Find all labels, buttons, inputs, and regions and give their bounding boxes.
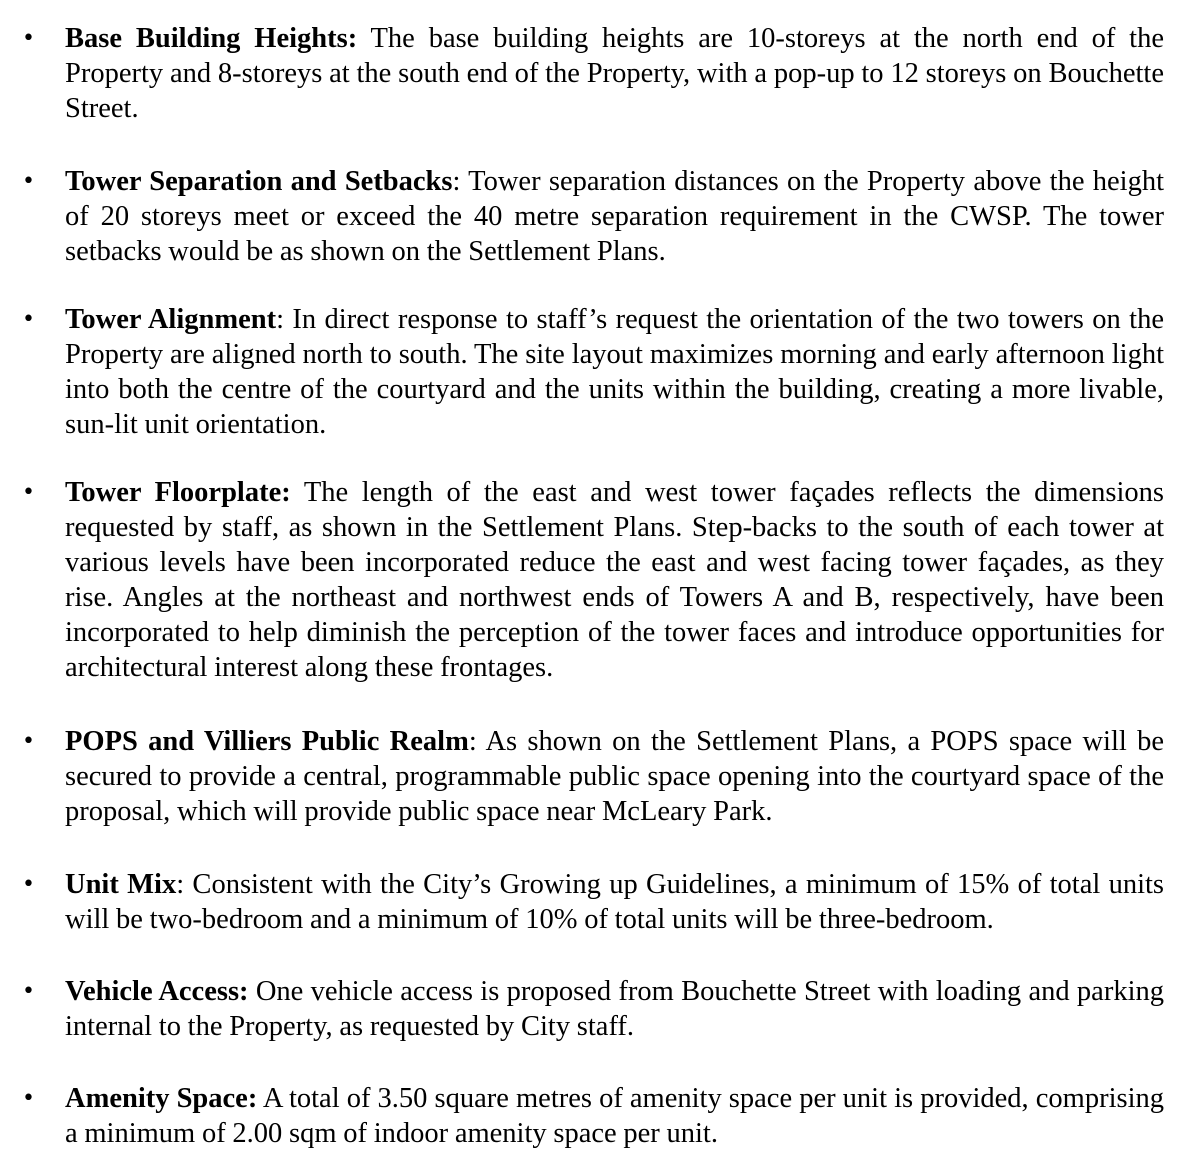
list-item-term: Base Building Heights: [65,23,358,54]
list-item-term: POPS and Villiers Public Realm [65,726,469,757]
list-item-paragraph [65,1081,1164,1151]
bullet-marker: • [22,872,35,897]
list-item-text: : Tower separation distances on the Property above the height of 20 storeys meet or exceed the 40 metre separation requirement in the CWSP. The tower setbacks would be as shown on the Settlement Plans. [65,166,1164,267]
list-item-text: The base building heights are 10-storeys at the north end of the Property and 8-storeys at the south end of the Property, with a pop-up to 12 storeys on Bouchette Street. [65,23,1164,124]
list-item-text: A total of 3.50 square metres of amenity space per unit is provided, comprising a minimum of 2.00 sqm of indoor amenity space per unit. [65,1083,1164,1149]
list-item-paragraph [65,724,1164,829]
list-item-text: The length of the east and west tower façades reflects the dimensions requested by staff, as shown in the Settlement Plans. Step-backs to the south of each tower at various levels have been incorporated reduce the east and west facing tower façades, as they rise. Angles at the northeast and northwest ends of Towers A and B, respectively, have been incorporated to help diminish the perception of the tower faces and introduce opportunities for architectural interest along these frontages. [65,477,1164,683]
list-item-term: Unit Mix [65,869,177,900]
list-item-term: Vehicle Access: [65,976,249,1007]
list-item-paragraph [65,164,1164,269]
bullet-marker: • [22,307,35,332]
bullet-marker: • [22,169,35,194]
bullet-marker: • [22,1086,35,1111]
list-item-term: Tower Floorplate: [65,477,291,508]
list-item-paragraph [65,21,1164,126]
bullet-marker: • [22,979,35,1004]
list-item-paragraph [65,974,1164,1044]
list-item-paragraph [65,302,1164,442]
list-item-term: Tower Alignment [65,304,277,335]
list-item-text: : In direct response to staff’s request the orientation of the two towers on the Property are aligned north to south. The site layout maximizes morning and early afternoon light into both the centre of the courtyard and the units within the building, creating a more livable, sun-lit unit orientation. [65,304,1164,440]
list-item-paragraph [65,475,1164,685]
list-item-term: Amenity Space: [65,1083,258,1114]
bullet-marker: • [22,480,35,505]
list-item-text: : Consistent with the City’s Growing up Guidelines, a minimum of 15% of total units will be two-bedroom and a minimum of 10% of total units will be three-bedroom. [65,869,1164,935]
bullet-marker: • [22,26,35,51]
list-item-text: One vehicle access is proposed from Bouchette Street with loading and parking internal to the Property, as requested by City staff. [65,976,1164,1042]
list-item-term: Tower Separation and Setbacks [65,166,453,197]
list-item-paragraph [65,867,1164,937]
list-item-text: : As shown on the Settlement Plans, a POPS space will be secured to provide a central, programmable public space opening into the courtyard space of the proposal, which will provide public space near McLeary Park. [65,726,1164,827]
bullet-marker: • [22,729,35,754]
